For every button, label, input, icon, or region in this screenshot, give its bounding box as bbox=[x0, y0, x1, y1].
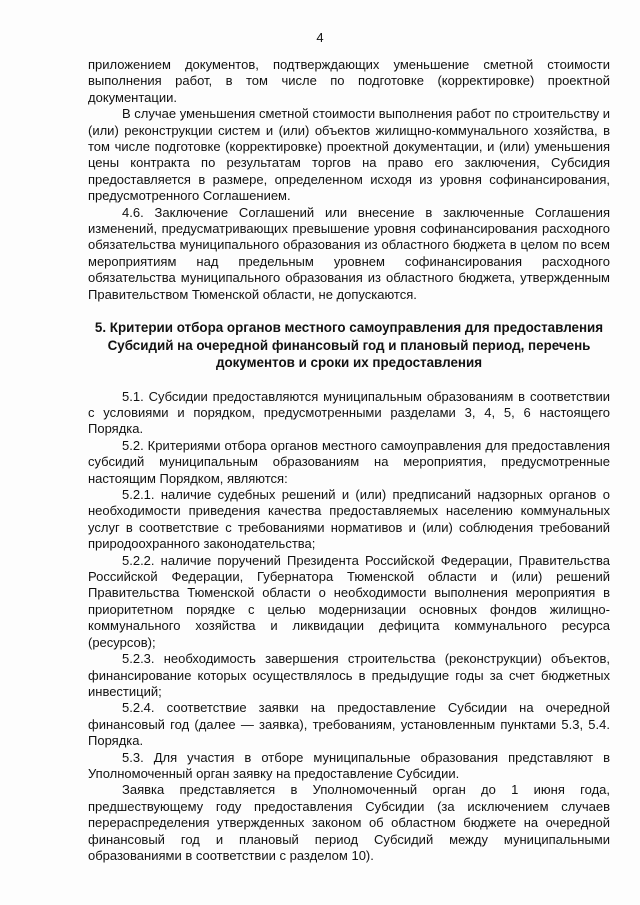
paragraph-application-deadline: Заявка представляется в Уполномоченный орган до 1 июня года, предшествующему году предоставления Субсидии (за исключением случаев перераспределения утвержденных законом об областном бюджете на очередной финансовый год и плановый период Субсидий между муниципальными образованиями в соответствии с разделом 10). bbox=[88, 782, 610, 863]
section-5-heading: 5. Критерии отбора органов местного самоуправления для предоставления Субсидий на очередной финансовый год и плановый период, перечень документов и сроки их предоставления bbox=[94, 320, 604, 371]
paragraph-5-2-2: 5.2.2. наличие поручений Президента Российской Федерации, Правительства Российской Федерации, Губернатора Тюменской области и (или) решений Правительства Тюменской области о необходимости выполнения мероприятия в приоритетном порядке с целью модернизации основных фондов жилищно-коммунального хозяйства и ликвидации дефицита коммунального ресурса (ресурсов); bbox=[88, 552, 610, 650]
paragraph-4-6: 4.6. Заключение Соглашений или внесение в заключенные Соглашения изменений, предусматривающих превышение уровня софинансирования расходного обязательства муниципального образования из областного бюджета в целом по всем мероприятиям над предельным уровнем софинансирования расходного обязательства муниципального образования из областного бюджета, утвержденным Правительством Тюменской области, не допускаются. bbox=[88, 204, 610, 302]
document-body bbox=[88, 57, 610, 864]
paragraph-5-3: 5.3. Для участия в отборе муниципальные образования представляют в Уполномоченный орган заявку на предоставление Субсидии. bbox=[88, 749, 610, 781]
paragraph-continuation: приложением документов, подтверждающих уменьшение сметной стоимости выполнения работ, в том числе по подготовке (корректировке) проектной документации. bbox=[88, 57, 610, 105]
paragraph-5-2-1: 5.2.1. наличие судебных решений и (или) предписаний надзорных органов о необходимости приведения качества предоставляемых населению коммунальных услуг в соответствие с требованиями нормативов и (или) соблюдения требований природоохранного законодательства; bbox=[88, 487, 610, 552]
paragraph-reduction-case: В случае уменьшения сметной стоимости выполнения работ по строительству и (или) реконструкции систем и (или) объектов жилищно-коммунального хозяйства, в том числе подготовке (корректировке) проектной документации, и (или) уменьшения цены контракта по результатам торгов на право его заключения, Субсидия предоставляется в размере, определенном исходя из уровня софинансирования, предусмотренного Соглашением. bbox=[88, 106, 610, 204]
paragraph-5-2-4: 5.2.4. соответствие заявки на предоставление Субсидии на очередной финансовый год (далее — заявка), требованиям, установленным пунктами 5.3, 5.4. Порядка. bbox=[88, 700, 610, 749]
paragraph-5-2: 5.2. Критериями отбора органов местного самоуправления для предоставления субсидий муниципальным образованиям на мероприятия, предусмотренные настоящим Порядком, являются: bbox=[88, 437, 610, 486]
paragraph-5-2-3: 5.2.3. необходимость завершения строительства (реконструкции) объектов, финансирование которых осуществлялось в предыдущие годы за счет бюджетных инвестиций; bbox=[88, 651, 610, 699]
paragraph-5-1: 5.1. Субсидии предоставляются муниципальным образованиям в соответствии с условиями и порядком, предусмотренными разделами 3, 4, 5, 6 настоящего Порядка. bbox=[88, 388, 610, 437]
page-number: 4 bbox=[316, 30, 324, 45]
